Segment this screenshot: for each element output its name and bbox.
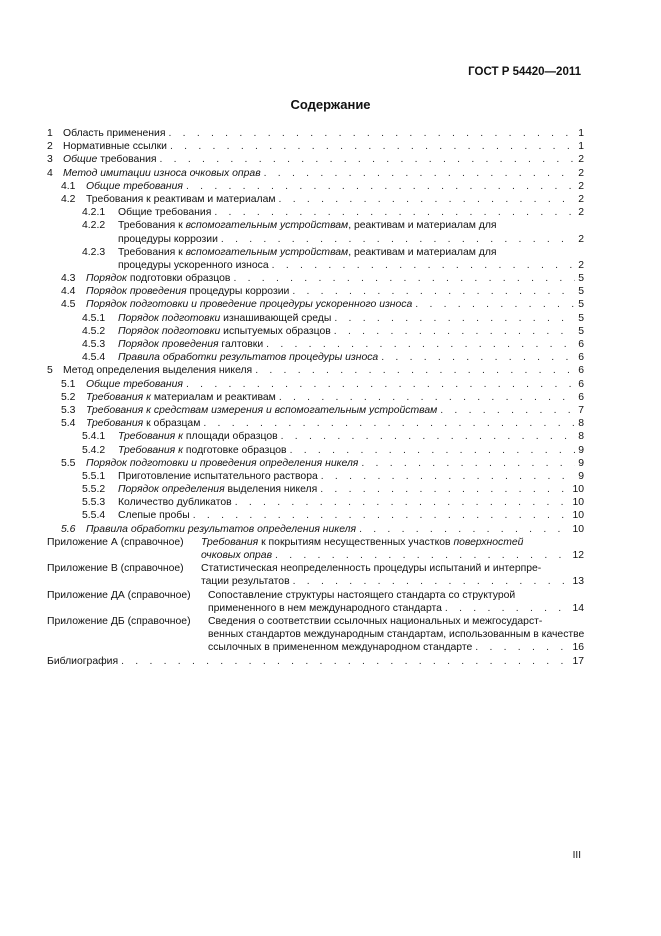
toc-number: 5	[47, 365, 53, 377]
toc-title: Метод определения выделения никеля	[63, 365, 253, 377]
standard-code: ГОСТ Р 54420—2011	[468, 66, 581, 78]
toc-page: 10	[572, 484, 584, 496]
toc-page: 9	[578, 444, 584, 456]
toc-page: 6	[578, 339, 584, 350]
toc-number: 4	[47, 167, 53, 179]
toc-entry	[47, 457, 584, 470]
toc-number: 4.2.3	[82, 246, 106, 258]
dot-leader	[235, 496, 570, 509]
toc-page: 2	[578, 207, 584, 219]
toc-entry	[47, 483, 584, 496]
toc-title: Требования к вспомогательным устройствам, реактивам и материалам для	[118, 246, 497, 258]
toc-number: 4.5.1	[82, 312, 106, 324]
toc-entry	[47, 523, 584, 536]
toc-title: Порядок проведения процедуры коррозии	[86, 286, 290, 298]
toc-entry	[47, 338, 584, 351]
dot-leader	[290, 444, 576, 457]
toc-entry	[47, 351, 584, 364]
toc-entry	[47, 298, 584, 311]
toc-number: 4.5.2	[82, 325, 106, 337]
toc-title: Общие требования	[118, 207, 212, 219]
toc-number: 5.3	[61, 404, 76, 416]
toc-number: 4.2	[61, 193, 76, 205]
toc-page: 2	[578, 180, 584, 192]
toc-page: 1	[578, 141, 584, 153]
toc-title-continued: процедуры коррозии	[118, 233, 218, 245]
toc-entry	[47, 219, 584, 245]
dot-leader	[361, 457, 575, 470]
toc-title-continued: тации результатов	[201, 576, 290, 588]
toc-number: 4.5.4	[82, 352, 106, 364]
toc-page: 1	[578, 128, 584, 139]
toc-title: Порядок подготовки и проведения определения никеля	[86, 457, 359, 469]
dot-leader	[186, 180, 575, 193]
dot-leader	[186, 378, 575, 391]
toc-title: Требования к подготовке образцов	[118, 444, 287, 456]
toc-number: 4.4	[61, 286, 76, 298]
toc-entry	[47, 589, 584, 615]
toc-title: Требования к образцам	[86, 418, 201, 430]
toc-page: 2	[578, 193, 584, 205]
toc-title-continued: венных стандартов международным стандартам, использованным в качестве	[208, 629, 585, 641]
dot-leader	[475, 641, 569, 654]
dot-leader	[121, 655, 569, 668]
toc-title: Порядок подготовки и проведение процедуры ускоренного износа	[86, 299, 413, 311]
toc-title: Правила обработки результатов определения никеля	[86, 523, 357, 535]
toc-title: Приготовление испытательного раствора	[118, 470, 318, 482]
dot-leader	[160, 153, 576, 166]
toc-number: 3	[47, 154, 53, 166]
dot-leader	[292, 285, 575, 298]
toc-number: 1	[47, 128, 53, 139]
toc-title: Порядок подготовки испытуемых образцов	[118, 325, 331, 337]
toc-entry	[47, 378, 584, 391]
toc-page: 8	[578, 418, 584, 430]
toc-title: Сведения о соответствии ссылочных национальных и межгосударст-	[208, 615, 543, 627]
toc-title: Область применения	[63, 128, 166, 139]
dot-leader	[440, 404, 575, 417]
toc-number: Приложение ДБ (справочное)	[47, 615, 191, 627]
dot-leader	[275, 549, 569, 562]
toc-number: 4.5	[61, 299, 76, 311]
toc-page: 6	[578, 352, 584, 364]
toc-entry	[47, 246, 584, 272]
toc-number: 5.5	[61, 457, 76, 469]
dot-leader	[281, 430, 576, 443]
dot-leader	[279, 193, 576, 206]
toc-title: Требования к реактивам и материалам	[86, 193, 276, 205]
toc-page: 8	[578, 431, 584, 443]
toc-entry	[47, 562, 584, 588]
toc-entry	[47, 417, 584, 430]
toc-title: Требования к средствам измерения и вспомогательным устройствам	[86, 404, 438, 416]
toc-page: 6	[578, 378, 584, 390]
toc-number: 4.2.2	[82, 220, 106, 232]
toc-number: 5.5.1	[82, 470, 106, 482]
toc-entry	[47, 444, 584, 457]
toc-title: Требования к материалам и реактивам	[86, 391, 276, 403]
toc-title: Общие требования	[86, 378, 183, 390]
toc-number: 5.1	[61, 378, 76, 390]
toc-page: 9	[578, 470, 584, 482]
toc-page: 7	[578, 404, 584, 416]
dot-leader	[321, 470, 575, 483]
toc-title: Количество дубликатов	[118, 497, 232, 509]
toc-title-continued: процедуры ускоренного износа	[118, 259, 269, 271]
toc-page: 2	[578, 259, 584, 271]
dot-leader	[320, 483, 569, 496]
toc-entry	[47, 193, 584, 206]
toc-page: 2	[578, 167, 584, 179]
toc-page: 5	[578, 312, 584, 324]
toc-title-continued: примененного в нем международного стандарта	[208, 602, 442, 614]
page-title: Содержание	[290, 97, 371, 112]
toc-title-continued: очковых оправ	[201, 550, 273, 561]
toc-number: Приложение А (справочное)	[47, 536, 184, 548]
toc-title: Общие требования	[63, 154, 157, 166]
toc-number: 4.1	[61, 180, 76, 192]
toc-entry	[47, 509, 584, 522]
toc-page: 13	[572, 576, 584, 588]
toc-entry	[47, 404, 584, 417]
toc-page: 6	[578, 391, 584, 403]
toc-number: 5.5.2	[82, 484, 106, 496]
toc-page: 10	[572, 523, 584, 535]
toc-page: 14	[572, 602, 584, 614]
dot-leader	[170, 140, 575, 153]
dot-leader	[221, 233, 575, 246]
dot-leader	[266, 338, 575, 351]
dot-leader	[214, 206, 575, 219]
dot-leader	[445, 602, 570, 615]
toc-page: 6	[578, 365, 584, 377]
toc-entry	[47, 470, 584, 483]
toc-title-continued: ссылочных в примененном международном стандарте	[208, 642, 473, 654]
toc-entry	[47, 391, 584, 404]
toc-title: Библиография	[47, 655, 119, 667]
toc-number: 5.4.2	[82, 444, 106, 456]
toc-page: 10	[572, 510, 584, 522]
toc-page: 5	[578, 286, 584, 298]
dot-leader	[334, 312, 575, 325]
toc-entry	[47, 496, 584, 509]
dot-leader	[359, 523, 569, 536]
toc-title: Требования к вспомогательным устройствам, реактивам и материалам для	[118, 220, 497, 232]
toc-number: 4.2.1	[82, 207, 106, 219]
toc-entry	[47, 325, 584, 338]
toc-entry	[47, 312, 584, 325]
toc-entry	[47, 364, 584, 377]
toc-entry	[47, 180, 584, 193]
toc-title: Статистическая неопределенность процедуры испытаний и интерпре-	[201, 563, 542, 575]
toc-page: 5	[578, 273, 584, 285]
dot-leader	[203, 417, 575, 430]
toc-entry	[47, 430, 584, 443]
toc-number: 5.4.1	[82, 431, 106, 443]
toc-page: 5	[578, 299, 584, 311]
toc-page: 2	[578, 154, 584, 166]
toc-entry	[47, 285, 584, 298]
dot-leader	[233, 272, 575, 285]
dot-leader	[168, 127, 575, 140]
toc-title: Сопоставление структуры настоящего стандарта со структурой	[208, 589, 516, 601]
dot-leader	[255, 364, 575, 377]
toc-title: Требования к площади образцов	[118, 431, 278, 443]
toc-number: 5.4	[61, 418, 76, 430]
toc-entry	[47, 655, 584, 668]
toc-title: Слепые пробы	[118, 510, 190, 522]
toc-title: Метод имитации износа очковых оправ	[63, 167, 261, 179]
toc-title: Порядок проведения галтовки	[118, 339, 264, 350]
toc-number: 5.2	[61, 391, 76, 403]
toc-entry	[47, 153, 584, 166]
toc-number: Приложение В (справочное)	[47, 563, 184, 575]
toc-page: 10	[572, 497, 584, 509]
toc-entry	[47, 127, 584, 140]
toc-number: 5.6	[61, 523, 76, 535]
dot-leader	[193, 509, 570, 522]
toc-entry	[47, 140, 584, 153]
toc-number: 5.5.4	[82, 510, 106, 522]
toc-entry	[47, 206, 584, 219]
toc-number: 5.5.3	[82, 497, 106, 509]
toc-number: 4.3	[61, 273, 76, 285]
toc-number: 4.5.3	[82, 339, 106, 350]
toc-title: Правила обработки результатов процедуры износа	[118, 352, 379, 364]
toc-title: Порядок подготовки изнашивающей среды	[118, 312, 332, 324]
page-number: III	[572, 850, 581, 861]
toc-entry	[47, 536, 584, 562]
toc-title: Порядок подготовки образцов	[86, 273, 231, 285]
toc-entry	[47, 615, 584, 655]
toc-page: 16	[572, 642, 584, 654]
dot-leader	[334, 325, 575, 338]
toc-page: 2	[578, 233, 584, 245]
toc-page: 5	[578, 325, 584, 337]
toc-title: Общие требования	[86, 180, 183, 192]
dot-leader	[279, 391, 575, 404]
toc-number: 2	[47, 141, 53, 153]
toc-page: 9	[578, 457, 584, 469]
toc-entry	[47, 272, 584, 285]
toc-page: 17	[572, 655, 584, 667]
table-of-contents	[47, 127, 584, 668]
dot-leader	[272, 259, 576, 272]
dot-leader	[415, 298, 575, 311]
dot-leader	[381, 351, 575, 364]
toc-page: 12	[572, 550, 584, 561]
dot-leader	[264, 167, 576, 180]
toc-title: Нормативные ссылки	[63, 141, 167, 153]
toc-title: Порядок определения выделения никеля	[118, 484, 318, 496]
toc-title: Требования к покрытиям несущественных участков поверхностей	[201, 536, 524, 548]
toc-number: Приложение ДА (справочное)	[47, 589, 191, 601]
toc-entry	[47, 167, 584, 180]
dot-leader	[293, 575, 570, 588]
